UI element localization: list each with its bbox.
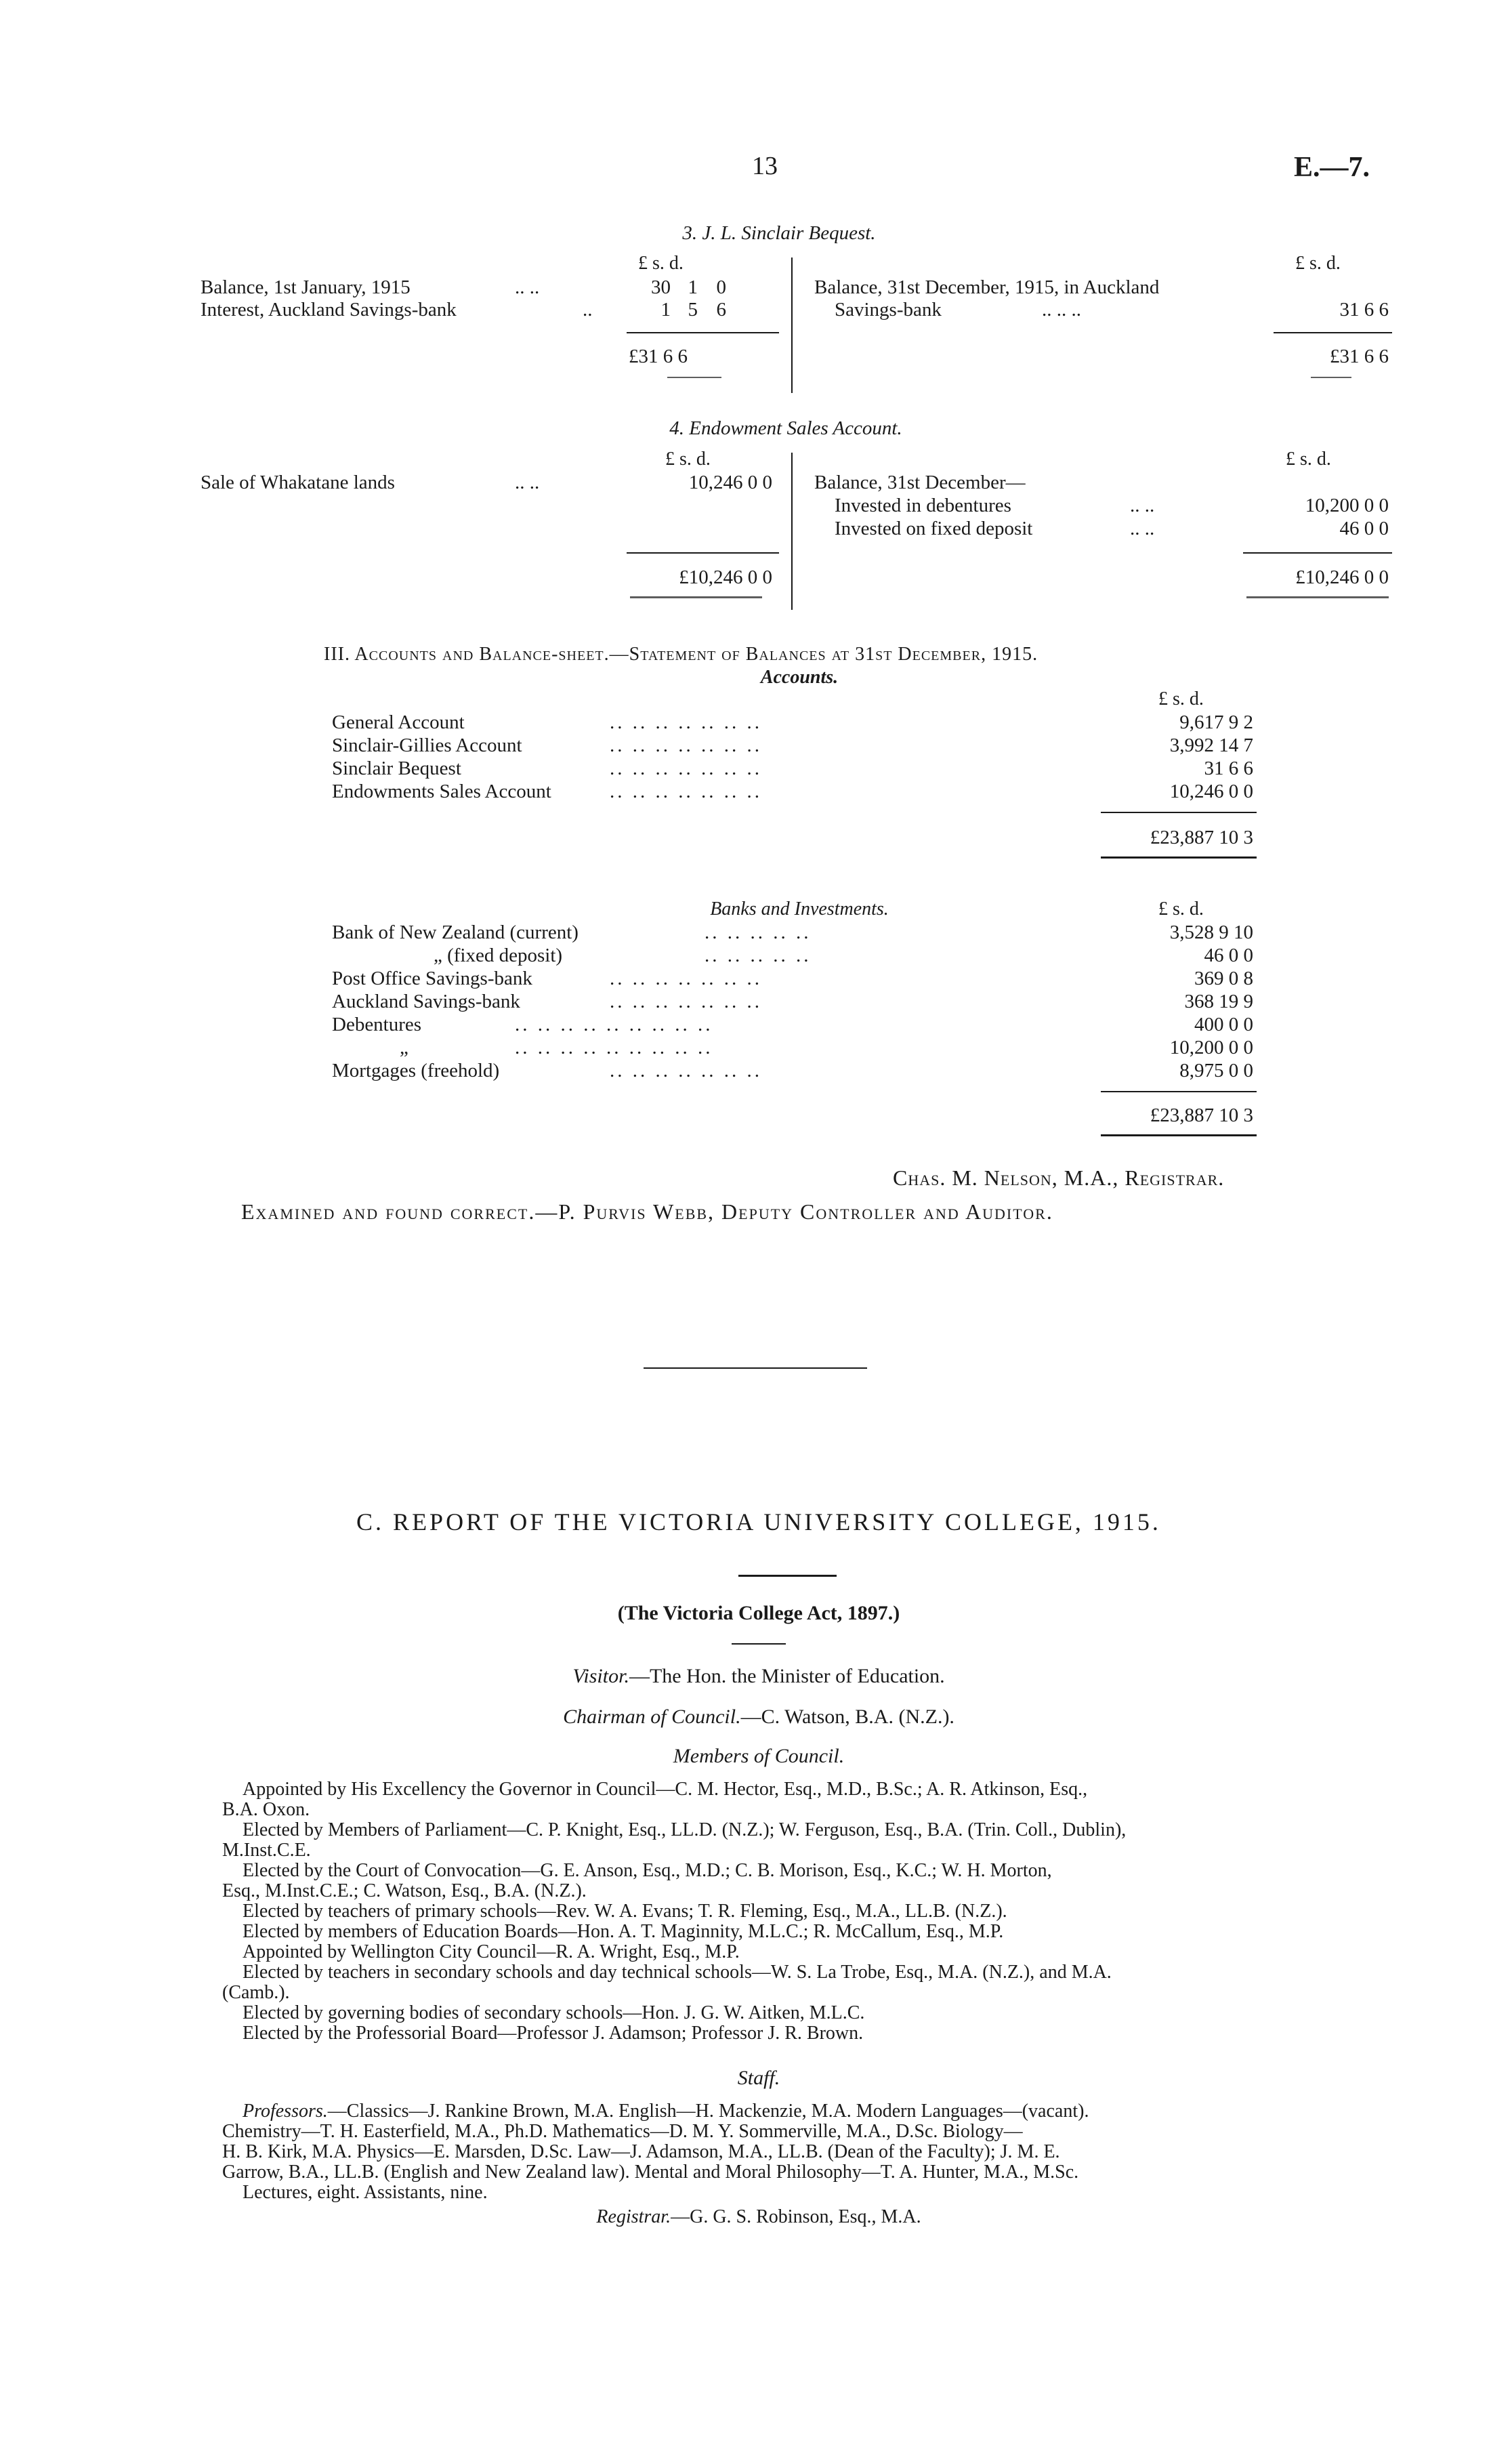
total-underline (630, 596, 762, 598)
ledger-label: Balance, 31st December, 1915, in Auckland (814, 276, 1160, 298)
total-underline (1101, 856, 1257, 859)
leader-dots: .. .. .. .. .. .. .. (610, 711, 762, 733)
account-label: Sinclair-Gillies Account (332, 735, 522, 756)
title-rule (738, 1575, 837, 1577)
leader-dots: .. (583, 299, 593, 321)
member-line: Elected by the Court of Convocation—G. E. Anson, Esq., M.D.; C. B. Morison, Esq., K.C.; W. H. Morton, (243, 1860, 1052, 1881)
ledger-label: Interest, Auckland Savings-bank (201, 299, 457, 321)
page-number: 13 (752, 152, 778, 180)
member-line: B.A. Oxon. (222, 1799, 310, 1820)
amount-right: 10,200 0 0 (1305, 495, 1389, 516)
professors-label: Professors. (243, 2101, 328, 2122)
account-amount: 10,246 0 0 (1169, 781, 1253, 802)
member-line: Elected by teachers of primary schools—Rev. W. A. Evans; T. R. Fleming, Esq., M.A., LL.B. (N.Z.). (243, 1901, 1007, 1922)
account-amount: 3,992 14 7 (1169, 735, 1253, 756)
amount-left: 10,246 0 0 (688, 472, 772, 493)
account-label: General Account (332, 711, 465, 733)
ledger-label: Savings-bank (835, 299, 942, 321)
ledger-label: Invested on fixed deposit (835, 518, 1033, 539)
member-line: Appointed by His Excellency the Governor in Council—C. M. Hector, Esq., M.D., B.Sc.; A. R. Atkinson, Esq., (243, 1779, 1088, 1800)
amount-right: 31 6 6 (1339, 299, 1389, 321)
members-heading: Members of Council. (673, 1745, 845, 1767)
staff-text: —Classics—J. Rankine Brown, M.A. English—H. Mackenzie, M.A. Modern Languages—(vacant). (327, 2101, 1089, 2122)
staff-line: Garrow, B.A., LL.B. (English and New Zealand law). Mental and Moral Philosophy—T. A. Hunter, M.A., M.Sc. (222, 2162, 1079, 2183)
member-line: M.Inst.C.E. (222, 1840, 311, 1861)
column-divider (791, 257, 793, 393)
leader-dots: .. .. .. .. .. .. .. (610, 991, 762, 1012)
staff-line: H. B. Kirk, M.A. Physics—E. Marsden, D.Sc. Law—J. Adamson, M.A., LL.B. (Dean of the Faculty); J. M. E. (222, 2141, 1060, 2162)
member-line: Elected by Members of Parliament—C. P. Knight, Esq., LL.D. (N.Z.); W. Ferguson, Esq., B.A. (Trin. Coll., Dublin), (243, 1819, 1127, 1840)
bank-label: Debentures (332, 1014, 422, 1035)
amount-pence: 0 (716, 276, 726, 298)
sum-rule (1274, 332, 1392, 333)
total-underline (1246, 596, 1389, 598)
member-line: Elected by teachers in secondary schools and day technical schools—W. S. La Trobe, Esq., M.A. (N.Z.), and M.A. (243, 1962, 1112, 1983)
chairman-line (406, 1707, 1111, 1727)
leader-dots: .. .. .. .. .. .. .. (610, 968, 762, 989)
balance-sheet-title: III. Accounts and Balance-sheet.—Statement of Balances at 31st December, 1915. (324, 644, 1038, 665)
ledger-label: Balance, 31st December— (814, 472, 1026, 493)
staff-line: Lectures, eight. Assistants, nine. (243, 2182, 488, 2203)
registrar-text: —G. G. S. Robinson, Esq., M.A. (671, 2206, 921, 2227)
small-rule (732, 1643, 786, 1645)
staff-line (243, 2102, 1089, 2121)
sum-rule (627, 552, 779, 554)
column-divider (791, 453, 793, 610)
ledger-label: Invested in debentures (835, 495, 1011, 516)
amount-pounds: 1 (660, 299, 671, 321)
money-header-right: £ s. d. (1286, 449, 1331, 470)
banks-heading: Banks and Investments. (710, 899, 889, 920)
leader-dots: .. .. .. .. .. .. .. (610, 758, 762, 779)
sinclair-bequest-title: 3. J. L. Sinclair Bequest. (682, 222, 876, 244)
money-header-right: £ s. d. (1295, 253, 1341, 274)
section-divider (644, 1367, 867, 1369)
total-left: £31 6 6 (629, 346, 688, 367)
amount-shillings: 1 (688, 276, 698, 298)
ledger-label: Balance, 1st January, 1915 (201, 276, 411, 298)
registrar-signature: Chas. M. Nelson, M.A., Registrar. (893, 1165, 1225, 1190)
staff-heading: Staff. (737, 2067, 780, 2089)
account-label: Endowments Sales Account (332, 781, 551, 802)
leader-dots: .. .. .. .. .. .. .. (610, 1060, 762, 1081)
banks-total: £23,887 10 3 (1150, 1104, 1253, 1126)
bank-amount: 10,200 0 0 (1169, 1037, 1253, 1058)
bank-amount: 400 0 0 (1194, 1014, 1253, 1035)
amount-pence: 6 (716, 299, 726, 321)
registrar-line (406, 2208, 1111, 2227)
money-header-left: £ s. d. (638, 253, 684, 274)
staff-line: Chemistry—T. H. Easterfield, M.A., Ph.D. Mathematics—D. M. Y. Sommerville, M.A., D.Sc. Biology— (222, 2121, 1023, 2142)
account-amount: 31 6 6 (1204, 758, 1253, 779)
money-header: £ s. d. (1158, 688, 1204, 709)
bank-label: Bank of New Zealand (current) (332, 922, 579, 943)
chairman-text: —C. Watson, B.A. (N.Z.). (740, 1706, 954, 1728)
leader-dots: .. .. (515, 276, 540, 298)
ledger-label: Sale of Whakatane lands (201, 472, 395, 493)
leader-dots: .. .. .. .. .. (705, 945, 812, 966)
bank-label: Auckland Savings-bank (332, 991, 520, 1012)
chairman-label: Chairman of Council. (563, 1706, 741, 1728)
leader-dots: .. .. (1130, 495, 1155, 516)
bank-label: Mortgages (freehold) (332, 1060, 500, 1081)
amount-pounds: 30 (651, 276, 671, 298)
bank-label: Post Office Savings-bank (332, 968, 532, 989)
series-code: E.—7. (1294, 152, 1370, 183)
leader-dots: .. .. .. (1042, 299, 1081, 321)
leader-dots: .. .. .. .. .. (705, 922, 812, 943)
total-underline (667, 377, 721, 378)
leader-dots: .. .. (1130, 518, 1155, 539)
registrar-label: Registrar. (596, 2206, 671, 2227)
bank-amount: 46 0 0 (1204, 945, 1253, 966)
account-amount: 9,617 9 2 (1179, 711, 1253, 733)
member-line: Appointed by Wellington City Council—R. A. Wright, Esq., M.P. (243, 1941, 740, 1962)
accounts-total: £23,887 10 3 (1150, 827, 1253, 848)
sum-rule (1101, 812, 1257, 813)
leader-dots: .. .. .. .. .. .. .. (610, 781, 762, 802)
total-left: £10,246 0 0 (679, 566, 772, 588)
auditor-statement: Examined and found correct.—P. Purvis Webb, Deputy Controller and Auditor. (241, 1199, 1053, 1224)
bank-amount: 368 19 9 (1184, 991, 1253, 1012)
member-line: (Camb.). (222, 1982, 290, 2003)
member-line: Elected by governing bodies of secondary schools—Hon. J. G. W. Aitken, M.L.C. (243, 2002, 865, 2023)
sum-rule (1101, 1091, 1257, 1092)
total-right: £31 6 6 (1330, 346, 1389, 367)
report-title: C. REPORT OF THE VICTORIA UNIVERSITY COLLEGE, 1915. (356, 1508, 1161, 1535)
accounts-heading: Accounts. (760, 667, 839, 688)
bank-amount: 8,975 0 0 (1179, 1060, 1253, 1081)
money-header-left: £ s. d. (665, 449, 711, 470)
endowment-title: 4. Endowment Sales Account. (669, 417, 902, 439)
member-line: Elected by the Professorial Board—Professor J. Adamson; Professor J. R. Brown. (243, 2023, 864, 2044)
amount-right: 46 0 0 (1339, 518, 1389, 539)
leader-dots: .. .. .. .. .. .. .. .. .. (515, 1014, 713, 1035)
total-underline (1311, 377, 1351, 378)
leader-dots: .. .. .. .. .. .. .. .. .. (515, 1037, 713, 1058)
visitor-line (406, 1666, 1111, 1687)
act-reference: (The Victoria College Act, 1897.) (617, 1602, 900, 1624)
bank-label: „ (400, 1037, 408, 1058)
sum-rule (627, 332, 779, 333)
total-underline (1101, 1134, 1257, 1136)
bank-amount: 369 0 8 (1194, 968, 1253, 989)
account-label: Sinclair Bequest (332, 758, 461, 779)
money-header: £ s. d. (1158, 899, 1204, 920)
leader-dots: .. .. .. .. .. .. .. (610, 735, 762, 756)
leader-dots: .. .. (515, 472, 540, 493)
member-line: Elected by members of Education Boards—Hon. A. T. Maginnity, M.L.C.; R. McCallum, Esq., M.P. (243, 1921, 1004, 1942)
visitor-text: —The Hon. the Minister of Education. (629, 1665, 945, 1687)
total-right: £10,246 0 0 (1295, 566, 1389, 588)
bank-label: „ (fixed deposit) (434, 945, 563, 966)
bank-amount: 3,528 9 10 (1169, 922, 1253, 943)
sum-rule (1243, 552, 1392, 554)
member-line: Esq., M.Inst.C.E.; C. Watson, Esq., B.A. (N.Z.). (222, 1880, 587, 1901)
visitor-label: Visitor. (572, 1665, 629, 1687)
amount-shillings: 5 (688, 299, 698, 321)
